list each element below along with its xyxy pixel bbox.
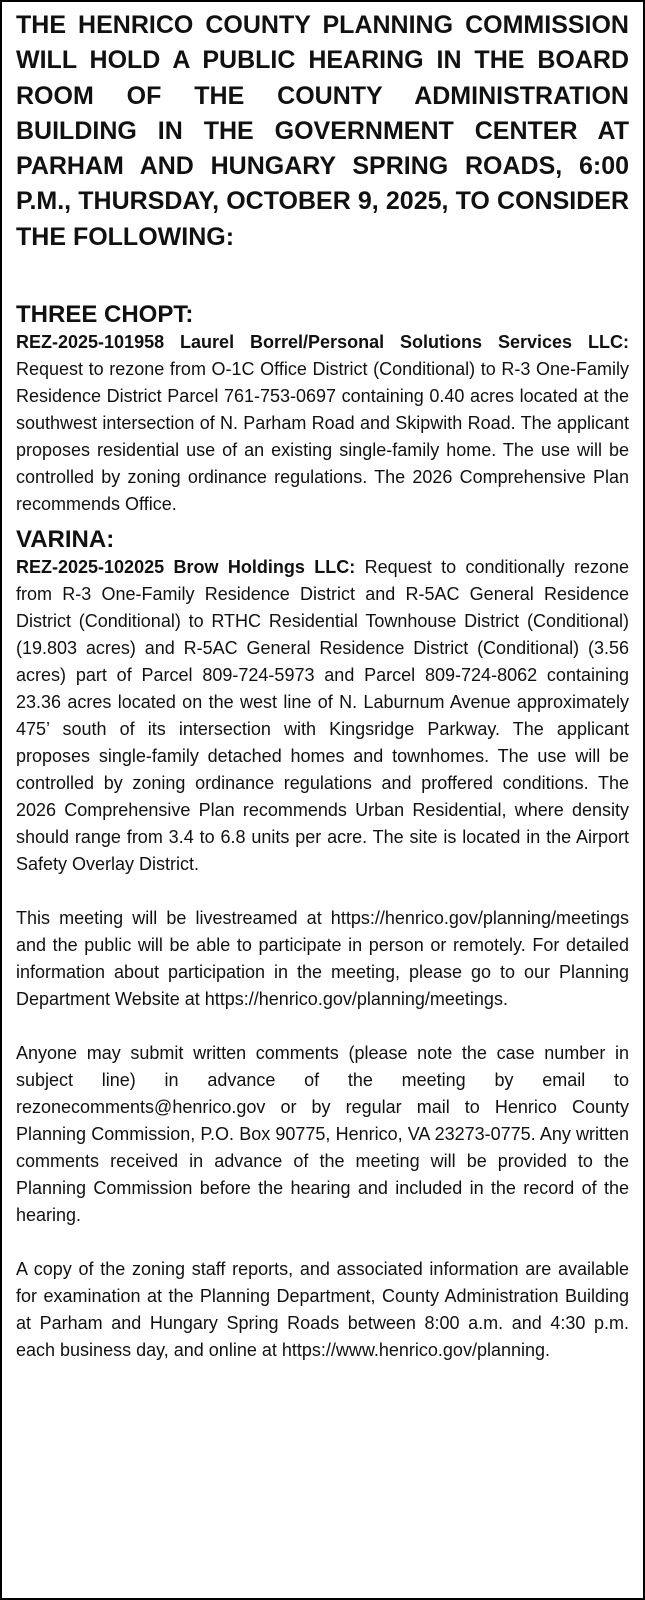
case-description-three-chopt: Request to rezone from O-1C Office District (Conditional) to R-3 One-Family Residence District Parcel 761-753-0697 containing 0.40 acres located at the southwest intersection of N. Parham Road and Skipwith Road. The applicant proposes residential use of an existing single-family home. The use will be controlled by zoning ordinance regulations. The 2026 Comprehensive Plan recommends Office. — [16, 359, 629, 515]
notice-headline: THE HENRICO COUNTY PLANNING COMMISSION WILL HOLD A PUBLIC HEARING IN THE BOARD ROOM OF THE COUNTY ADMINISTRATION BUILDING IN THE GOVERNMENT CENTER AT PARHAM AND HUNGARY SPRING ROADS, 6:00 P.M., THURSDAY, OCTOBER 9, 2025, TO CONSIDER THE FOLLOWING: — [16, 11, 629, 251]
livestream-paragraph: This meeting will be livestreamed at https://henrico.gov/planning/meetings and the public will be able to participate in person or remotely. For detailed information about participation in the meeting, please go to our Planning Department Website at https://henrico.gov/planning/meetings. — [16, 908, 629, 1010]
section-title-three-chopt: THREE CHOPT: — [16, 301, 194, 329]
staff-reports-paragraph: A copy of the zoning staff reports, and associated information are available for examination at the Planning Department, County Administration Building at Parham and Hungary Spring Roads between 8:00 a.m. and 4:30 p.m. each business day, and online at https://www.henrico.gov/planning. — [16, 1259, 629, 1361]
written-comments-paragraph: Anyone may submit written comments (please note the case number in subject line) in advance of the meeting by email to rezonecomments@henrico.gov or by regular mail to Henrico County Planning Commission, P.O. Box 90775, Henrico, VA 23273-0775. Any written comments received in advance of the meeting will be provided to the Planning Commission before the hearing and included in the record of the hearing. — [16, 1043, 629, 1226]
case-varina — [16, 554, 629, 878]
case-description-varina: Request to conditionally rezone from R-3 One-Family Residence District and R-5AC General Residence District (Conditional) to RTHC Residential Townhouse District (Conditional) (19.803 acres) and R-5AC General Residence District (Conditional) (3.56 acres) part of Parcel 809-724-5973 and Parcel 809-724-8062 containing 23.36 acres located on the west line of N. Laburnum Avenue approximately 475’ south of its intersection with Kingsridge Parkway. The applicant proposes single-family detached homes and townhomes. The use will be controlled by zoning ordinance regulations and proffered conditions. The 2026 Comprehensive Plan recommends Urban Residential, where density should range from 3.4 to 6.8 units per acre. The site is located in the Airport Safety Overlay District. — [16, 557, 629, 875]
case-number-three-chopt: REZ-2025-101958 Laurel Borrel/Personal Solutions Services LLC: — [16, 332, 629, 353]
case-three-chopt — [16, 329, 629, 518]
section-title-varina: VARINA: — [16, 526, 115, 554]
case-number-varina: REZ-2025-102025 Brow Holdings LLC: — [16, 557, 356, 578]
